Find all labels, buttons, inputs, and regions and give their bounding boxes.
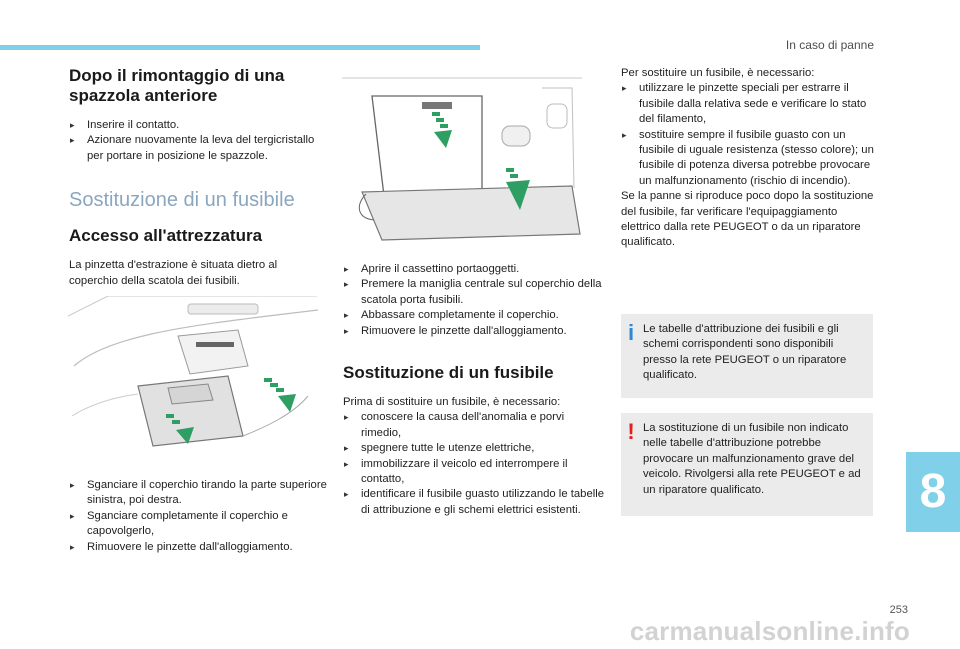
list-item: ▸ Rimuovere le pinzette dall'alloggiamento. xyxy=(69,540,329,555)
fuse-replacement-title: Sostituzione di un fusibile xyxy=(343,363,554,383)
replacement-intro: Prima di sostituire un fusibile, è necessario: xyxy=(343,396,561,409)
warning-note-box xyxy=(621,413,873,516)
list-item: ▸ Abbassare completamente il coperchio. xyxy=(343,308,605,323)
list-item: ▸ Azionare nuovamente la leva del tergicristallo per portare in posizione le spazzole. xyxy=(69,133,329,164)
access-tools-title: Accesso all'attrezzatura xyxy=(69,226,263,246)
page-number: 253 xyxy=(889,604,908,616)
chapter-tab: 8 xyxy=(906,452,960,532)
list-item: ▸ Sganciare completamente il coperchio e capovolgerlo, xyxy=(69,509,329,540)
exclamation-mark-icon: ! xyxy=(627,419,635,444)
list-item: ▸ sostituire sempre il fusibile guasto con un fusibile di uguale resistenza (stesso colore); un fusibile di potenza diversa potrebbe provocare un malfunzionamento (rischio di incendio). xyxy=(621,128,877,190)
watermark: carmanualsonline.info xyxy=(629,616,910,646)
list-item: ▸ identificare il fusibile guasto utilizzando le tabelle di attribuzione e gli schemi elettrici esistenti. xyxy=(343,487,605,518)
column-left-bottom xyxy=(69,478,329,555)
column-right xyxy=(621,66,877,251)
glovebox-illustration xyxy=(342,68,582,248)
list-item: ▸ conoscere la causa dell'anomalia e porvi rimedio, xyxy=(343,410,605,441)
info-note-box xyxy=(621,314,873,398)
list-item: ▸ Inserire il contatto. xyxy=(69,118,329,133)
column-left xyxy=(69,66,329,289)
replacement-steps-list xyxy=(343,410,605,518)
list-item: ▸ spegnere tutte le utenze elettriche, xyxy=(343,441,605,456)
column-middle xyxy=(343,262,605,518)
list-item: ▸ Premere la maniglia centrale sul coperchio della scatola porta fusibili. xyxy=(343,277,605,308)
header-accent-bar xyxy=(0,45,480,50)
cover-steps-list xyxy=(69,478,329,555)
warning-note-text: La sostituzione di un fusibile non indicato nelle tabelle d'attribuzione potrebbe provocare un malfunzionamento grave del veicolo. Rivolgersi alla rete PEUGEOT e ad un riparatore qualificato. xyxy=(643,422,861,496)
wiper-steps-list xyxy=(69,118,329,164)
list-item: ▸ immobilizzare il veicolo ed interrompere il contatto, xyxy=(343,457,605,488)
section-label: In caso di panne xyxy=(785,38,874,52)
access-text: La pinzetta d'estrazione è situata dietro al coperchio della scatola dei fusibili. xyxy=(69,259,278,287)
info-mark-icon: i xyxy=(627,320,635,345)
procedure-intro: Per sostituire un fusibile, è necessario: xyxy=(621,67,815,79)
list-item: ▸ Rimuovere le pinzette dall'alloggiamento. xyxy=(343,324,605,339)
list-item: ▸ Sganciare il coperchio tirando la parte superiore sinistra, poi destra. xyxy=(69,478,329,509)
list-item: ▸ utilizzare le pinzette speciali per estrarre il fusibile dalla relativa sede e verificare lo stato del filamento, xyxy=(621,81,877,127)
procedure-steps-list xyxy=(621,81,877,189)
list-item: ▸ Aprire il cassettino portaoggetti. xyxy=(343,262,605,277)
wiper-refit-title: Dopo il rimontaggio di una spazzola anteriore xyxy=(69,66,285,105)
fuse-box-cover-illustration xyxy=(68,296,318,466)
glovebox-steps-list xyxy=(343,262,605,339)
section-title-fuse-replacement: Sostituzione di un fusibile xyxy=(69,189,295,212)
info-note-text: Le tabelle d'attribuzione dei fusibili e gli schemi corrispondenti sono disponibili presso la rete PEUGEOT o un riparatore qualificato. xyxy=(643,323,847,382)
procedure-after: Se la panne si riproduce poco dopo la sostituzione del fusibile, far verificare l'equipaggiamento elettrico dalla rete PEUGEOT o da un riparatore qualificato. xyxy=(621,190,874,249)
